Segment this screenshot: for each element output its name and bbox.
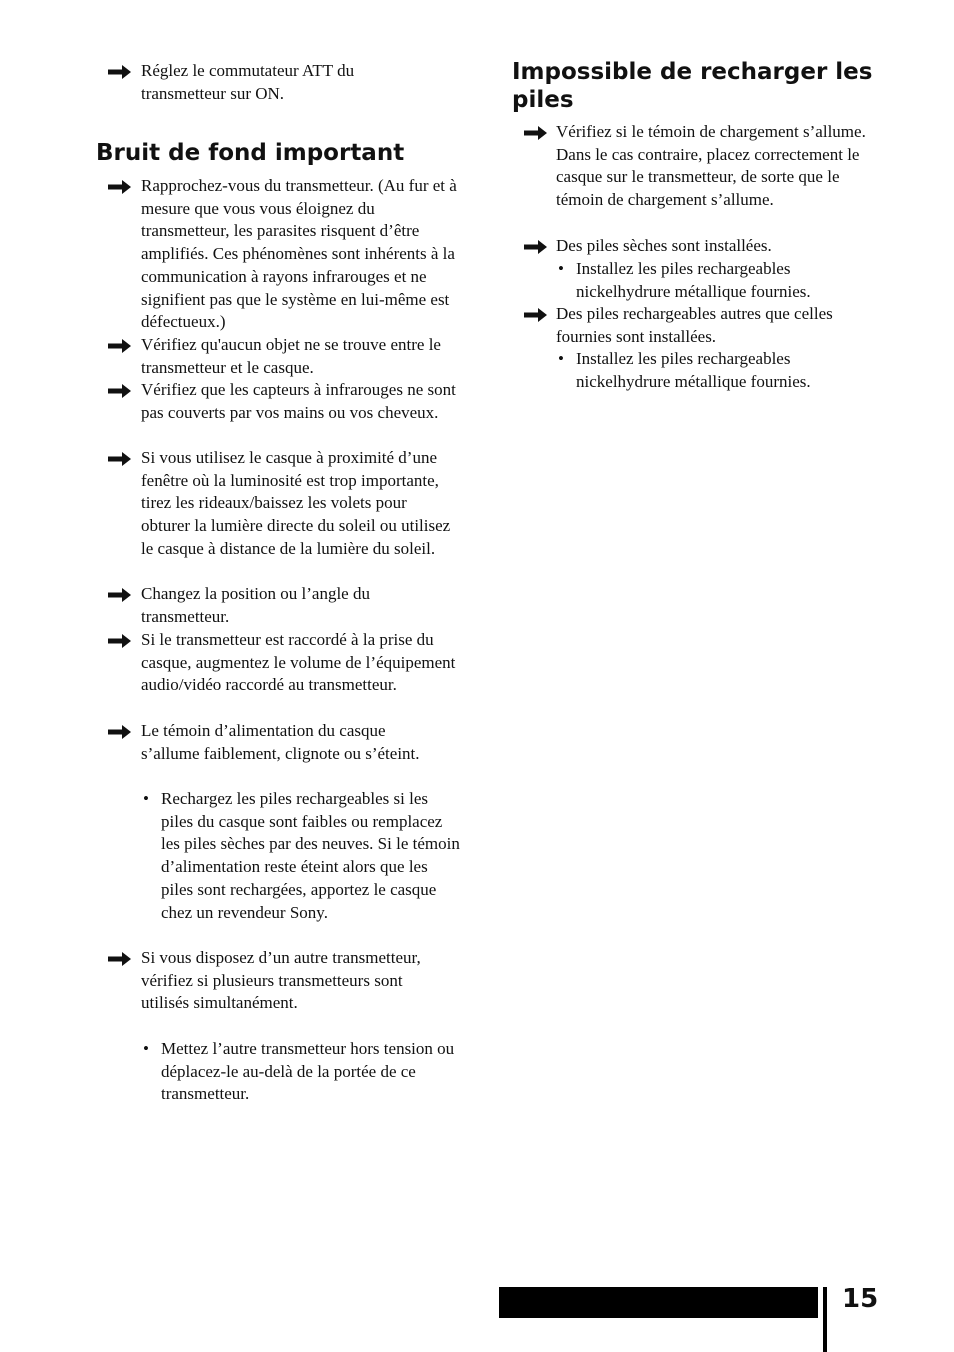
arrow-right-icon <box>108 951 132 967</box>
intro-instruction: Réglez le commutateur ATT du transmetteur sur ON. <box>141 61 355 103</box>
list-subitem: Installez les piles rechargeables nickelhydrure métallique fournies. <box>576 349 811 391</box>
list-subitem: Mettez l’autre transmetteur hors tension ou déplacez-le au-delà de la portée de ce transmetteur. <box>161 1039 455 1104</box>
list-item: Vérifiez qu'aucun objet ne se trouve entre le transmetteur et le casque. <box>141 335 441 377</box>
footer-bar <box>499 1287 818 1318</box>
list-item: Si vous disposez d’un autre transmetteur, vérifiez si plusieurs transmetteurs sont utilisés simultanément. <box>141 948 421 1013</box>
list-item: Si le transmetteur est raccordé à la prise du casque, augmentez le volume de l’équipement audio/vidéo raccordé au transmetteur. <box>141 630 456 695</box>
list-item: Vérifiez que les capteurs à infrarouges ne sont pas couverts par vos mains ou vos cheveux. <box>141 380 456 422</box>
page-number: 15 <box>842 1284 879 1314</box>
arrow-right-icon <box>108 724 132 740</box>
arrow-right-icon <box>108 338 132 354</box>
arrow-right-icon <box>108 451 132 467</box>
section-title-piles: Impossible de recharger les piles <box>512 59 873 113</box>
list-item: Rapprochez-vous du transmetteur. (Au fur et à mesure que vous vous éloignez du transmetteur, les parasites risquent d’être amplifiés. Ces phénomènes sont inhérents à la communication à rayons infrarouges et ne signifient pas que le système en lui-même est défectueux.) <box>141 176 457 332</box>
arrow-right-icon <box>108 179 132 195</box>
list-item: Des piles rechargeables autres que celles fournies sont installées. <box>556 304 833 346</box>
list-subitem: Rechargez les piles rechargeables si les piles du casque sont faibles ou remplacez les piles sèches par des neuves. Si le témoin d’alimentation reste éteint alors que les piles sont rechargées, apportez le casque chez un revendeur Sony. <box>161 789 460 922</box>
bullet-dot-icon: • <box>558 259 564 278</box>
arrow-right-icon <box>524 125 548 141</box>
bullet-dot-icon: • <box>143 789 149 808</box>
bullet-dot-icon: • <box>143 1039 149 1058</box>
bullet-dot-icon: • <box>558 349 564 368</box>
list-item: Le témoin d’alimentation du casque s’allume faiblement, clignote ou s’éteint. <box>141 721 420 763</box>
arrow-right-icon <box>524 307 548 323</box>
footer-rule <box>823 1287 827 1352</box>
arrow-right-icon <box>108 587 132 603</box>
list-item: Vérifiez si le témoin de chargement s’allume. Dans le cas contraire, placez correctement le casque sur le transmetteur, de sorte que le témoin de chargement s’allume. <box>556 122 866 210</box>
section-title-bruit: Bruit de fond important <box>96 140 405 166</box>
arrow-right-icon <box>524 239 548 255</box>
list-item: Des piles sèches sont installées. <box>556 236 772 255</box>
list-item: Changez la position ou l’angle du transmetteur. <box>141 584 370 626</box>
arrow-right-icon <box>108 633 132 649</box>
list-item: Si vous utilisez le casque à proximité d’une fenêtre où la luminosité est trop importante, tirez les rideaux/baissez les volets pour obturer la lumière directe du soleil ou utilisez le casque à distance de la lumière du soleil. <box>141 448 451 558</box>
list-subitem: Installez les piles rechargeables nickelhydrure métallique fournies. <box>576 259 811 301</box>
arrow-right-icon <box>108 64 132 80</box>
arrow-right-icon <box>108 383 132 399</box>
